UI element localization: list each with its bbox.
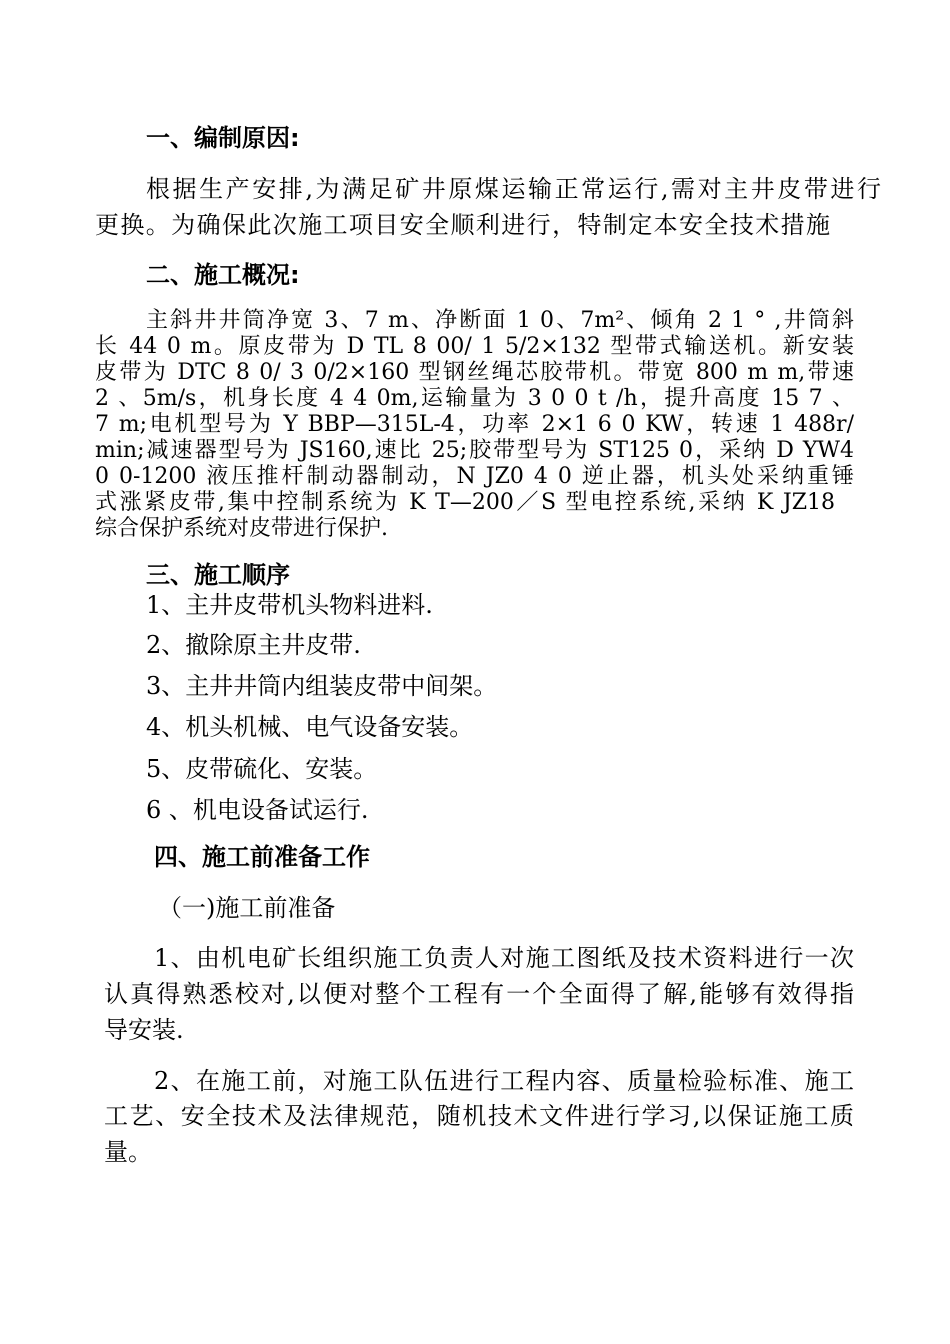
- list-item: 1、主井皮带机头物料进料.: [146, 591, 433, 619]
- paragraph-line: 认真得熟悉校对,以便对整个工程有一个全面得了解,能够有效得指: [104, 980, 854, 1008]
- paragraph-line: 式涨紧皮带,集中控制系统为 K T—200／S 型电控系统,采纳 K JZ18: [95, 490, 835, 515]
- paragraph-line: 主斜井井筒净宽 3、7 m、净断面 1 0、7m²、倾角 2 1 ° ,井筒斜: [146, 308, 854, 333]
- paragraph-line: min;减速器型号为 JS160,速比 25;胶带型号为 ST125 0，采纳 D YW4: [95, 438, 854, 463]
- paragraph-line: 综合保护系统对皮带进行保护.: [95, 516, 388, 541]
- paragraph-line: 长 44 0 m。原皮带为 D TL 8 00/ 1 5/2×132 型带式输送机。新安装: [95, 334, 854, 359]
- paragraph-line: 根据生产安排,为满足矿井原煤运输正常运行,需对主井皮带进行: [146, 175, 881, 203]
- paragraph-line: 导安装.: [104, 1016, 184, 1044]
- list-item: 2、撤除原主井皮带.: [146, 631, 361, 659]
- section-heading-2: 二、施工概况:: [146, 261, 300, 289]
- section-heading-4: 四、施工前准备工作: [154, 843, 370, 871]
- paragraph-line: 0 0-1200 液压推杆制动器制动，N JZ0 4 0 逆止器，机头处采纳重锤: [95, 464, 854, 489]
- paragraph-line: 更换。为确保此次施工项目安全顺利进行，特制定本安全技术措施: [95, 211, 830, 239]
- paragraph-line: 量。: [104, 1138, 152, 1166]
- paragraph-line: 工艺、安全技术及法律规范，随机技术文件进行学习,以保证施工质: [104, 1102, 854, 1130]
- section-heading-3: 三、施工顺序: [146, 561, 290, 589]
- paragraph-line: 1、由机电矿长组织施工负责人对施工图纸及技术资料进行一次: [154, 944, 854, 972]
- paragraph-line: 2、在施工前，对施工队伍进行工程内容、质量检验标准、施工: [154, 1067, 854, 1095]
- list-item: 3、主井井筒内组装皮带中间架。: [146, 672, 498, 700]
- paragraph-line: 2 、5m/s，机身长度 4 4 0m,运输量为 3 0 0 t /h，提升高度 15 7 、: [95, 386, 854, 411]
- section-heading-1: 一、编制原因:: [146, 124, 300, 152]
- list-item: 5、皮带硫化、安装。: [146, 755, 378, 783]
- subsection-heading: （一)施工前准备: [158, 894, 336, 922]
- list-item: 6 、机电设备试运行.: [146, 796, 369, 824]
- paragraph-line: 7 m;电机型号为 Y BBP—315L-4，功率 2×1 6 0 KW，转速 1 488r/: [95, 412, 854, 437]
- list-item: 4、机头机械、电气设备安装。: [146, 713, 474, 741]
- paragraph-line: 皮带为 DTC 8 0/ 3 0/2×160 型钢丝绳芯胶带机。带宽 800 m m,带速: [95, 360, 854, 385]
